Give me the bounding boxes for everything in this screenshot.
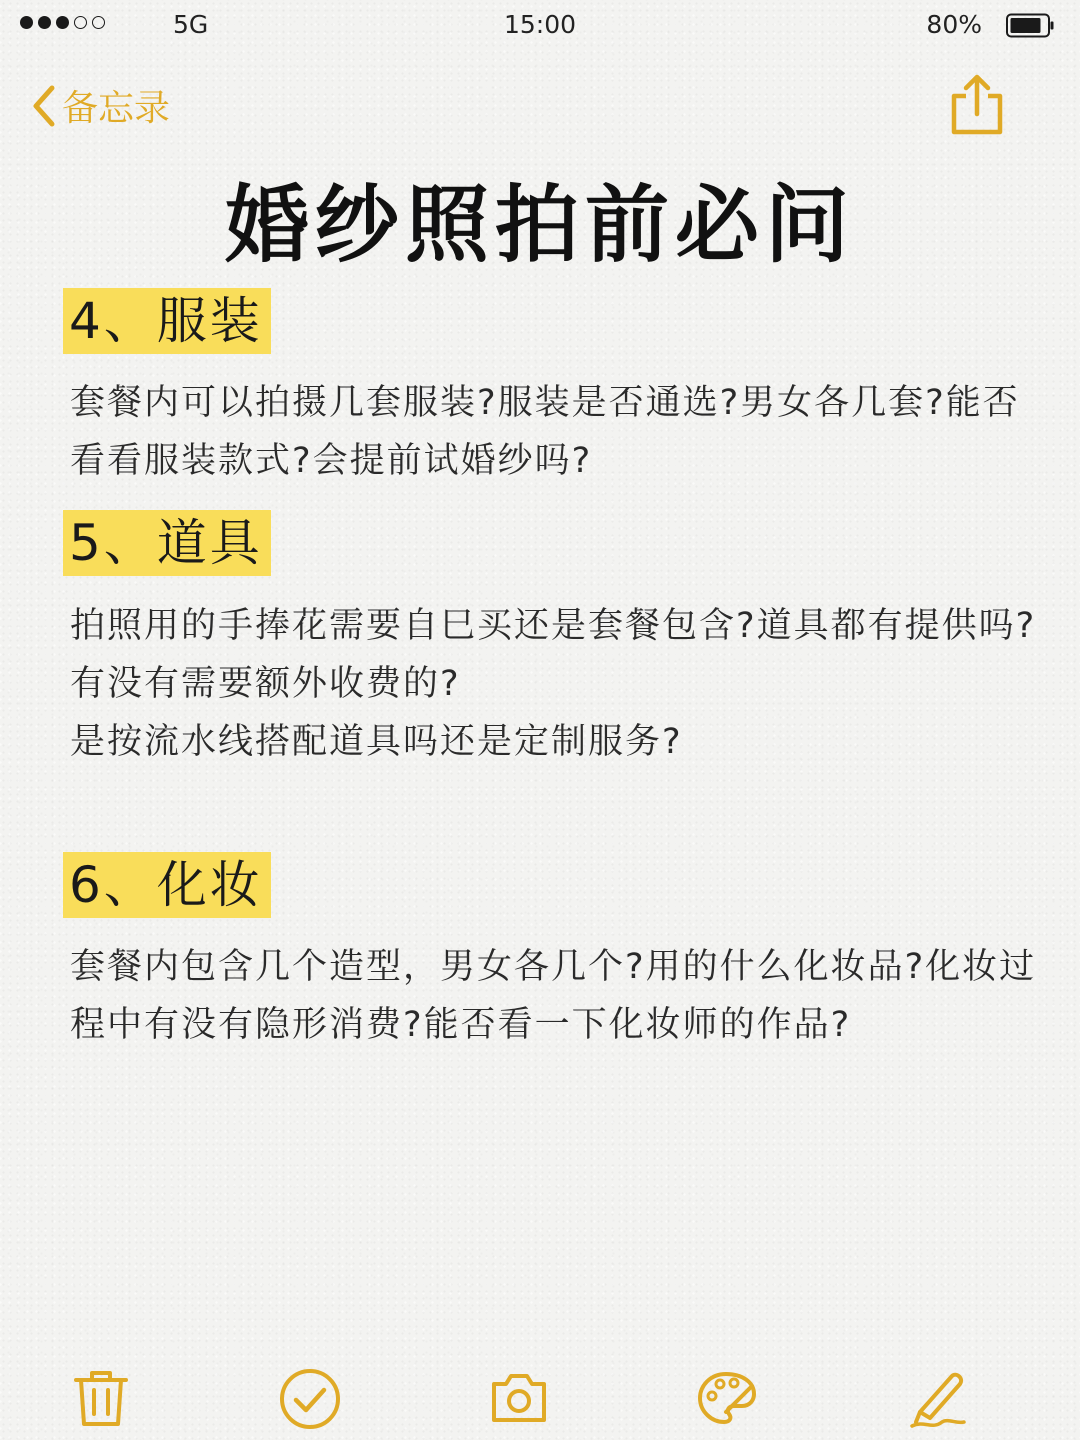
battery-icon <box>1006 13 1054 38</box>
checklist-button[interactable] <box>278 1368 342 1436</box>
section-line: 是按流水线搭配道具吗还是定制服务? <box>70 722 683 762</box>
back-button[interactable] <box>30 80 170 131</box>
note-title: 婚纱照拍前必问 <box>224 176 855 274</box>
section-heading-makeup: 6、化妆 <box>63 852 271 918</box>
delete-button[interactable] <box>72 1368 130 1432</box>
camera-icon <box>490 1368 548 1426</box>
battery-percent: 80% <box>926 10 982 39</box>
checklist-icon <box>278 1368 342 1432</box>
chevron-left-icon <box>30 83 58 129</box>
section-heading-props: 5、道具 <box>63 510 271 576</box>
nav-bar <box>0 70 1080 140</box>
status-time: 15:00 <box>503 10 577 39</box>
trash-icon <box>72 1368 130 1428</box>
network-type: 5G <box>173 10 209 39</box>
camera-button[interactable] <box>490 1368 548 1430</box>
section-heading-clothing: 4、服装 <box>63 288 271 354</box>
status-bar <box>0 0 1080 52</box>
section-body-props[interactable] <box>70 597 1045 771</box>
compose-button[interactable] <box>908 1368 970 1434</box>
bottom-toolbar <box>0 1360 1080 1440</box>
section-body-clothing[interactable] <box>70 374 1045 490</box>
section-body-makeup[interactable] <box>70 938 1045 1054</box>
palette-icon <box>696 1368 758 1428</box>
section-line: 套餐内包含几个造型，男女各几个?用的什么化妆品?化妆过程中有没有隐形消费?能否看一下化妆师的作品? <box>70 947 1037 1045</box>
share-button[interactable] <box>948 74 1006 140</box>
section-line: 套餐内可以拍摄几套服装?服装是否通选?男女各几套?能否看看服装款式?会提前试婚纱吗? <box>70 383 1020 481</box>
section-line: 拍照用的手捧花需要自巳买还是套餐包含?道具都有提供吗? <box>70 606 1037 646</box>
pen-icon <box>908 1368 970 1430</box>
section-line: 有没有需要额外收费的? <box>70 664 461 704</box>
markup-button[interactable] <box>696 1368 758 1432</box>
back-label: 备忘录 <box>62 88 171 129</box>
share-icon <box>948 74 1006 136</box>
